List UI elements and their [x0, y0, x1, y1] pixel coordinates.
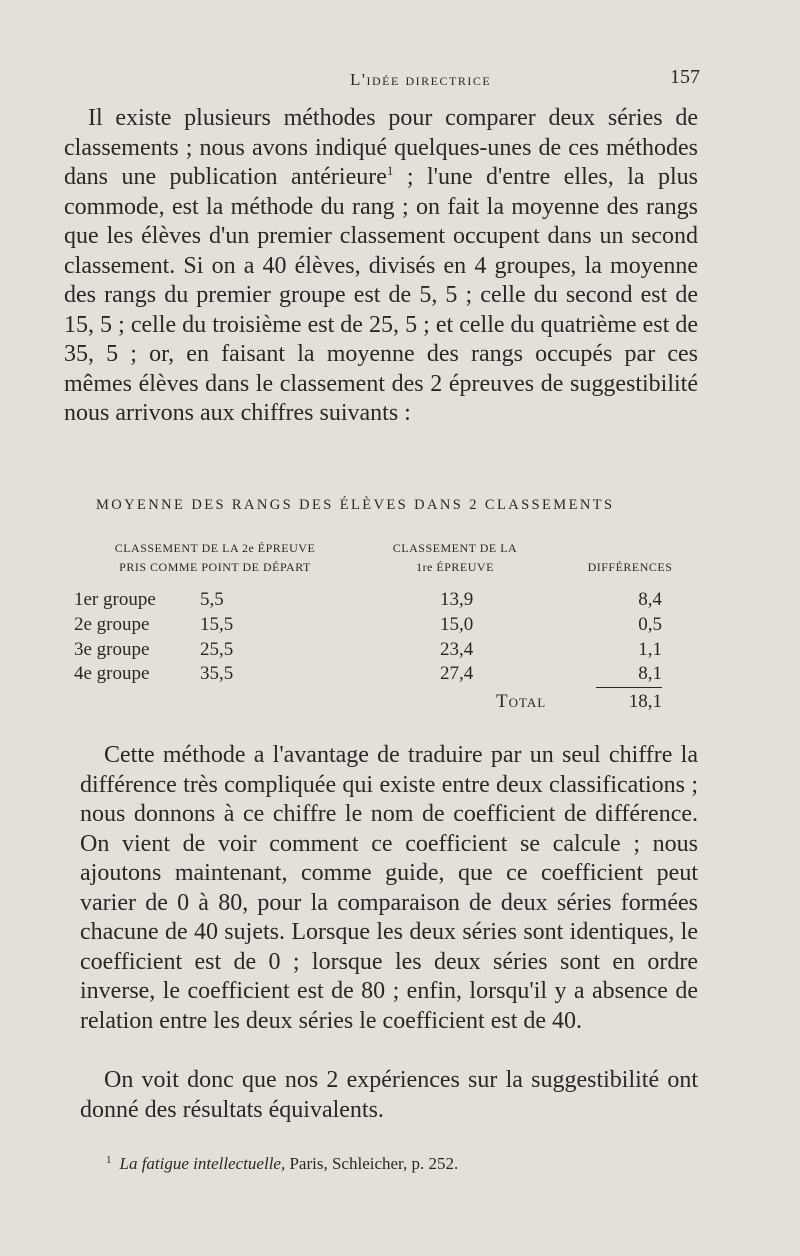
running-title: L'idée directrice — [350, 70, 492, 89]
column-header-start-line1: CLASSEMENT DE LA 2e ÉPREUVE — [114, 541, 316, 555]
column-header-first-test — [380, 539, 530, 577]
start-rank-value: 25,5 — [200, 639, 234, 660]
paragraph-1-text-a: Il existe plusieurs méthodes pour comparer deux séries de classements ; nous avons indiqué quelques-unes de ces méthodes dans une publication antérieure — [64, 105, 698, 190]
group-label: 3e groupe — [74, 639, 150, 660]
paragraph-3: On voit donc que nos 2 expériences sur la suggestibilité ont donné des résultats équivalents. — [80, 1067, 698, 1123]
group-label: 2e groupe — [74, 614, 150, 635]
paragraph-1-text-b: ; l'une d'entre elles, la plus commode, est la méthode du rang ; on fait la moyenne des rangs que les élèves d'un premier classement occupent dans un second classement. Si on a 40 élèves, divisés en 4 groupes, la moyenne des rangs du premier groupe est de 5, 5 ; celle du second est de 15, 5 ; celle du troisième est de 25, 5 ; et celle du quatrième est de 35, 5 ; or, en faisant la moyenne des rangs occupés par ces mêmes élèves dans le classement des 2 épreuves de suggestibilité nous arrivons aux chiffres suivants : — [64, 164, 698, 426]
total-rule — [596, 687, 662, 688]
column-header-first-line1: CLASSEMENT DE LA — [392, 541, 518, 555]
footnote-book-title: La fatigue intellectuelle, — [119, 1154, 286, 1173]
first-test-value: 13,9 — [440, 589, 474, 610]
total-value: 18,1 — [628, 691, 662, 712]
group-label: 4e groupe — [74, 663, 150, 684]
paragraph-1 — [64, 104, 698, 429]
page-header — [60, 66, 700, 94]
total-row — [74, 691, 694, 719]
footnote-marker: 1 — [106, 1154, 112, 1166]
difference-value: 8,1 — [638, 663, 662, 684]
first-test-value: 27,4 — [440, 663, 474, 684]
table-row — [74, 663, 694, 688]
start-rank-value: 15,5 — [200, 614, 234, 635]
difference-value: 1,1 — [638, 639, 662, 660]
start-rank-value: 5,5 — [200, 589, 224, 610]
column-header-start-line2: PRIS COMME POINT DE DÉPART — [119, 560, 311, 574]
paragraph-2: Cette méthode a l'avantage de traduire par un seul chiffre la différence très compliquée qui existe entre deux classifications ; nous donnons à ce chiffre le nom de coefficient de différence. On vient de voir comment ce coefficient se calcule ; nous ajoutons maintenant, comme guide, que ce coefficient peut varier de 0 à 80, pour la comparaison de deux séries formées chacune de 40 sujets. Lorsque les deux séries sont identiques, le coefficient est de 0 ; lorsque les deux séries sont en ordre inverse, le coefficient est de 80 ; enfin, lorsqu'il y a absence de relation entre les deux séries le coefficient est de 40. — [80, 742, 698, 1034]
table-row — [74, 589, 694, 614]
page-number: 157 — [670, 66, 700, 88]
footnote-reference: 1 — [386, 163, 394, 178]
footnote — [106, 1154, 666, 1174]
start-rank-value: 35,5 — [200, 663, 234, 684]
column-header-differences: DIFFÉRENCES — [587, 560, 673, 574]
footnote-publication: Paris, Schleicher, p. 252. — [285, 1154, 459, 1173]
column-header-start-ranking — [90, 539, 340, 577]
group-label: 1er groupe — [74, 589, 156, 610]
difference-value: 8,4 — [638, 589, 662, 610]
table-row — [74, 639, 694, 664]
column-header-first-line2: 1re ÉPREUVE — [416, 560, 494, 574]
first-test-value: 23,4 — [440, 639, 474, 660]
first-test-value: 15,0 — [440, 614, 474, 635]
table-row — [74, 614, 694, 639]
table-title: MOYENNE DES RANGS DES ÉLÈVES DANS 2 CLASSEMENTS — [96, 497, 615, 513]
total-label: Total — [496, 691, 547, 712]
difference-value: 0,5 — [638, 614, 662, 635]
